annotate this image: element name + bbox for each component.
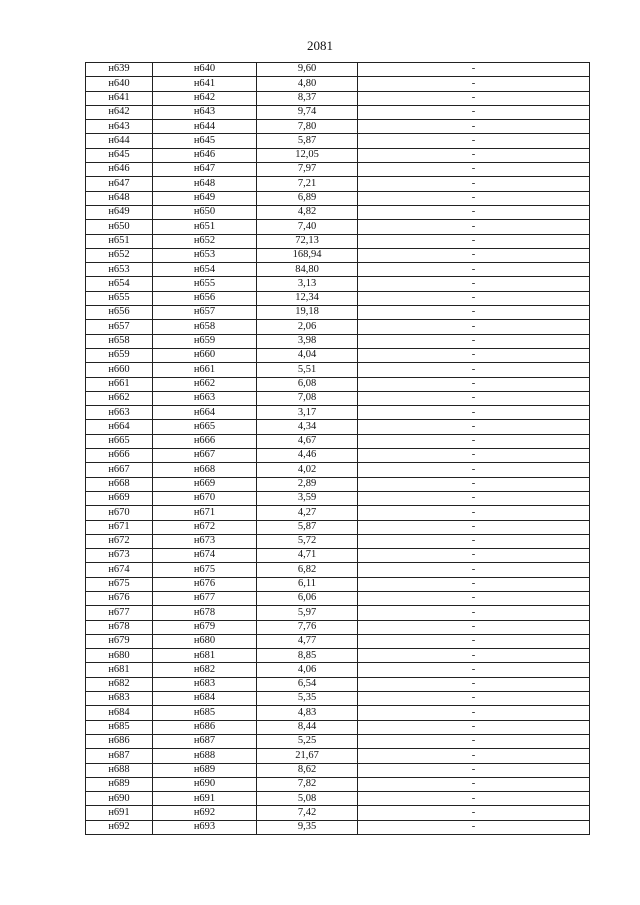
point-to-cell: н690	[153, 777, 257, 791]
point-from-cell: н689	[86, 777, 153, 791]
table-row	[86, 534, 590, 548]
table-row	[86, 291, 590, 305]
length-cell: 6,06	[257, 591, 358, 605]
table-row	[86, 549, 590, 563]
point-to-cell: н647	[153, 163, 257, 177]
length-cell: 84,80	[257, 263, 358, 277]
point-to-cell: н674	[153, 549, 257, 563]
note-cell: -	[358, 177, 590, 191]
note-cell: -	[358, 377, 590, 391]
length-cell: 6,11	[257, 577, 358, 591]
point-to-cell: н654	[153, 263, 257, 277]
point-to-cell: н660	[153, 348, 257, 362]
point-from-cell: н648	[86, 191, 153, 205]
point-from-cell: н642	[86, 105, 153, 119]
point-to-cell: н683	[153, 677, 257, 691]
note-cell: -	[358, 234, 590, 248]
length-cell: 4,46	[257, 449, 358, 463]
length-cell: 7,21	[257, 177, 358, 191]
point-from-cell: н653	[86, 263, 153, 277]
table-row	[86, 77, 590, 91]
page-number: 2081	[307, 38, 333, 53]
note-cell: -	[358, 148, 590, 162]
point-to-cell: н675	[153, 563, 257, 577]
point-from-cell: н679	[86, 634, 153, 648]
point-from-cell: н682	[86, 677, 153, 691]
length-cell: 6,54	[257, 677, 358, 691]
note-cell: -	[358, 491, 590, 505]
point-to-cell: н664	[153, 406, 257, 420]
point-to-cell: н676	[153, 577, 257, 591]
table-row	[86, 577, 590, 591]
length-cell: 8,85	[257, 649, 358, 663]
length-cell: 5,51	[257, 363, 358, 377]
point-from-cell: н649	[86, 205, 153, 219]
length-cell: 2,89	[257, 477, 358, 491]
table-row	[86, 420, 590, 434]
point-from-cell: н674	[86, 563, 153, 577]
length-cell: 5,35	[257, 692, 358, 706]
table-row	[86, 620, 590, 634]
point-to-cell: н680	[153, 634, 257, 648]
point-to-cell: н641	[153, 77, 257, 91]
note-cell: -	[358, 549, 590, 563]
note-cell: -	[358, 263, 590, 277]
point-to-cell: н672	[153, 520, 257, 534]
point-to-cell: н685	[153, 706, 257, 720]
length-cell: 5,08	[257, 792, 358, 806]
length-cell: 4,71	[257, 549, 358, 563]
note-cell: -	[358, 220, 590, 234]
length-cell: 4,77	[257, 634, 358, 648]
length-cell: 5,72	[257, 534, 358, 548]
point-to-cell: н656	[153, 291, 257, 305]
table-row	[86, 191, 590, 205]
note-cell: -	[358, 577, 590, 591]
note-cell: -	[358, 749, 590, 763]
table-row	[86, 63, 590, 77]
table-row	[86, 491, 590, 505]
length-cell: 3,59	[257, 491, 358, 505]
point-from-cell: н678	[86, 620, 153, 634]
table-row	[86, 334, 590, 348]
point-from-cell: н677	[86, 606, 153, 620]
point-from-cell: н639	[86, 63, 153, 77]
point-to-cell: н648	[153, 177, 257, 191]
table-row	[86, 792, 590, 806]
point-to-cell: н646	[153, 148, 257, 162]
length-cell: 3,13	[257, 277, 358, 291]
table-row	[86, 134, 590, 148]
note-cell: -	[358, 506, 590, 520]
point-to-cell: н659	[153, 334, 257, 348]
point-to-cell: н649	[153, 191, 257, 205]
length-cell: 2,06	[257, 320, 358, 334]
length-cell: 7,42	[257, 806, 358, 820]
length-cell: 4,02	[257, 463, 358, 477]
point-to-cell: н645	[153, 134, 257, 148]
note-cell: -	[358, 649, 590, 663]
point-to-cell: н677	[153, 591, 257, 605]
note-cell: -	[358, 806, 590, 820]
note-cell: -	[358, 334, 590, 348]
table-row	[86, 634, 590, 648]
length-cell: 5,87	[257, 134, 358, 148]
point-from-cell: н646	[86, 163, 153, 177]
point-to-cell: н666	[153, 434, 257, 448]
point-to-cell: н681	[153, 649, 257, 663]
table-row	[86, 91, 590, 105]
length-cell: 72,13	[257, 234, 358, 248]
note-cell: -	[358, 406, 590, 420]
point-from-cell: н667	[86, 463, 153, 477]
point-from-cell: н692	[86, 820, 153, 834]
point-from-cell: н673	[86, 549, 153, 563]
table-row	[86, 234, 590, 248]
table-row	[86, 706, 590, 720]
point-from-cell: н662	[86, 391, 153, 405]
point-from-cell: н687	[86, 749, 153, 763]
note-cell: -	[358, 248, 590, 262]
point-from-cell: н661	[86, 377, 153, 391]
point-to-cell: н689	[153, 763, 257, 777]
point-to-cell: н684	[153, 692, 257, 706]
note-cell: -	[358, 463, 590, 477]
point-from-cell: н669	[86, 491, 153, 505]
point-from-cell: н690	[86, 792, 153, 806]
note-cell: -	[358, 763, 590, 777]
point-from-cell: н688	[86, 763, 153, 777]
length-cell: 6,82	[257, 563, 358, 577]
table-row	[86, 306, 590, 320]
table-row	[86, 806, 590, 820]
table-row	[86, 434, 590, 448]
table-row	[86, 320, 590, 334]
length-cell: 168,94	[257, 248, 358, 262]
point-from-cell: н664	[86, 420, 153, 434]
length-cell: 7,08	[257, 391, 358, 405]
table-row	[86, 692, 590, 706]
note-cell: -	[358, 563, 590, 577]
table-row	[86, 377, 590, 391]
note-cell: -	[358, 520, 590, 534]
table-row	[86, 449, 590, 463]
table-row	[86, 348, 590, 362]
table-row	[86, 363, 590, 377]
length-cell: 8,62	[257, 763, 358, 777]
table-row	[86, 463, 590, 477]
length-cell: 5,97	[257, 606, 358, 620]
point-to-cell: н665	[153, 420, 257, 434]
note-cell: -	[358, 363, 590, 377]
table-row	[86, 563, 590, 577]
length-cell: 3,17	[257, 406, 358, 420]
point-to-cell: н691	[153, 792, 257, 806]
point-from-cell: н671	[86, 520, 153, 534]
point-to-cell: н642	[153, 91, 257, 105]
point-to-cell: н643	[153, 105, 257, 119]
length-cell: 6,89	[257, 191, 358, 205]
table-row	[86, 520, 590, 534]
table-row	[86, 105, 590, 119]
point-from-cell: н676	[86, 591, 153, 605]
length-cell: 9,74	[257, 105, 358, 119]
note-cell: -	[358, 391, 590, 405]
length-cell: 7,80	[257, 120, 358, 134]
table-row	[86, 649, 590, 663]
point-to-cell: н686	[153, 720, 257, 734]
point-from-cell: н680	[86, 649, 153, 663]
table-row	[86, 663, 590, 677]
length-cell: 6,08	[257, 377, 358, 391]
point-from-cell: н686	[86, 734, 153, 748]
point-from-cell: н672	[86, 534, 153, 548]
note-cell: -	[358, 606, 590, 620]
length-cell: 8,37	[257, 91, 358, 105]
length-cell: 4,04	[257, 348, 358, 362]
length-cell: 7,97	[257, 163, 358, 177]
point-to-cell: н682	[153, 663, 257, 677]
point-from-cell: н685	[86, 720, 153, 734]
point-from-cell: н654	[86, 277, 153, 291]
point-from-cell: н644	[86, 134, 153, 148]
table-row	[86, 777, 590, 791]
note-cell: -	[358, 277, 590, 291]
length-cell: 3,98	[257, 334, 358, 348]
note-cell: -	[358, 120, 590, 134]
boundary-points-table	[85, 62, 590, 835]
point-from-cell: н652	[86, 248, 153, 262]
table-row	[86, 677, 590, 691]
point-to-cell: н673	[153, 534, 257, 548]
point-to-cell: н655	[153, 277, 257, 291]
point-from-cell: н641	[86, 91, 153, 105]
table-row	[86, 477, 590, 491]
note-cell: -	[358, 620, 590, 634]
point-from-cell: н647	[86, 177, 153, 191]
point-from-cell: н684	[86, 706, 153, 720]
length-cell: 7,40	[257, 220, 358, 234]
note-cell: -	[358, 692, 590, 706]
table-row	[86, 506, 590, 520]
point-from-cell: н640	[86, 77, 153, 91]
length-cell: 5,87	[257, 520, 358, 534]
point-to-cell: н667	[153, 449, 257, 463]
point-from-cell: н683	[86, 692, 153, 706]
note-cell: -	[358, 77, 590, 91]
table-row	[86, 734, 590, 748]
note-cell: -	[358, 291, 590, 305]
note-cell: -	[358, 63, 590, 77]
table-row	[86, 406, 590, 420]
note-cell: -	[358, 320, 590, 334]
table-row	[86, 148, 590, 162]
note-cell: -	[358, 720, 590, 734]
point-from-cell: н645	[86, 148, 153, 162]
point-to-cell: н669	[153, 477, 257, 491]
length-cell: 8,44	[257, 720, 358, 734]
note-cell: -	[358, 91, 590, 105]
point-to-cell: н658	[153, 320, 257, 334]
table-row	[86, 248, 590, 262]
length-cell: 4,27	[257, 506, 358, 520]
table-row	[86, 820, 590, 834]
point-from-cell: н666	[86, 449, 153, 463]
point-to-cell: н650	[153, 205, 257, 219]
table-row	[86, 606, 590, 620]
point-to-cell: н693	[153, 820, 257, 834]
note-cell: -	[358, 105, 590, 119]
table-row	[86, 749, 590, 763]
note-cell: -	[358, 449, 590, 463]
length-cell: 4,34	[257, 420, 358, 434]
point-to-cell: н679	[153, 620, 257, 634]
note-cell: -	[358, 191, 590, 205]
table-row	[86, 591, 590, 605]
point-from-cell: н643	[86, 120, 153, 134]
table-row	[86, 220, 590, 234]
point-to-cell: н653	[153, 248, 257, 262]
length-cell: 4,06	[257, 663, 358, 677]
length-cell: 4,82	[257, 205, 358, 219]
length-cell: 7,76	[257, 620, 358, 634]
length-cell: 9,60	[257, 63, 358, 77]
table-row	[86, 177, 590, 191]
point-from-cell: н659	[86, 348, 153, 362]
point-to-cell: н687	[153, 734, 257, 748]
length-cell: 9,35	[257, 820, 358, 834]
note-cell: -	[358, 792, 590, 806]
point-to-cell: н663	[153, 391, 257, 405]
note-cell: -	[358, 663, 590, 677]
point-to-cell: н692	[153, 806, 257, 820]
point-to-cell: н670	[153, 491, 257, 505]
point-to-cell: н678	[153, 606, 257, 620]
note-cell: -	[358, 134, 590, 148]
length-cell: 12,05	[257, 148, 358, 162]
table-row	[86, 263, 590, 277]
table-row	[86, 391, 590, 405]
note-cell: -	[358, 534, 590, 548]
point-from-cell: н691	[86, 806, 153, 820]
point-from-cell: н658	[86, 334, 153, 348]
point-to-cell: н688	[153, 749, 257, 763]
point-from-cell: н670	[86, 506, 153, 520]
point-from-cell: н675	[86, 577, 153, 591]
point-from-cell: н660	[86, 363, 153, 377]
note-cell: -	[358, 420, 590, 434]
point-from-cell: н651	[86, 234, 153, 248]
point-from-cell: н656	[86, 306, 153, 320]
point-to-cell: н668	[153, 463, 257, 477]
table-row	[86, 277, 590, 291]
point-from-cell: н657	[86, 320, 153, 334]
note-cell: -	[358, 634, 590, 648]
note-cell: -	[358, 477, 590, 491]
point-from-cell: н650	[86, 220, 153, 234]
point-from-cell: н668	[86, 477, 153, 491]
table-row	[86, 763, 590, 777]
point-to-cell: н671	[153, 506, 257, 520]
length-cell: 21,67	[257, 749, 358, 763]
point-to-cell: н640	[153, 63, 257, 77]
length-cell: 5,25	[257, 734, 358, 748]
note-cell: -	[358, 591, 590, 605]
note-cell: -	[358, 677, 590, 691]
note-cell: -	[358, 820, 590, 834]
point-from-cell: н663	[86, 406, 153, 420]
note-cell: -	[358, 734, 590, 748]
note-cell: -	[358, 163, 590, 177]
point-from-cell: н665	[86, 434, 153, 448]
table-row	[86, 720, 590, 734]
point-to-cell: н651	[153, 220, 257, 234]
length-cell: 12,34	[257, 291, 358, 305]
point-to-cell: н661	[153, 363, 257, 377]
note-cell: -	[358, 434, 590, 448]
note-cell: -	[358, 348, 590, 362]
note-cell: -	[358, 777, 590, 791]
length-cell: 4,83	[257, 706, 358, 720]
length-cell: 7,82	[257, 777, 358, 791]
length-cell: 19,18	[257, 306, 358, 320]
point-from-cell: н655	[86, 291, 153, 305]
point-to-cell: н657	[153, 306, 257, 320]
table-row	[86, 120, 590, 134]
point-to-cell: н662	[153, 377, 257, 391]
table-row	[86, 163, 590, 177]
note-cell: -	[358, 205, 590, 219]
point-to-cell: н652	[153, 234, 257, 248]
length-cell: 4,67	[257, 434, 358, 448]
table-body	[86, 63, 590, 835]
length-cell: 4,80	[257, 77, 358, 91]
table-row	[86, 205, 590, 219]
point-from-cell: н681	[86, 663, 153, 677]
note-cell: -	[358, 706, 590, 720]
point-to-cell: н644	[153, 120, 257, 134]
note-cell: -	[358, 306, 590, 320]
